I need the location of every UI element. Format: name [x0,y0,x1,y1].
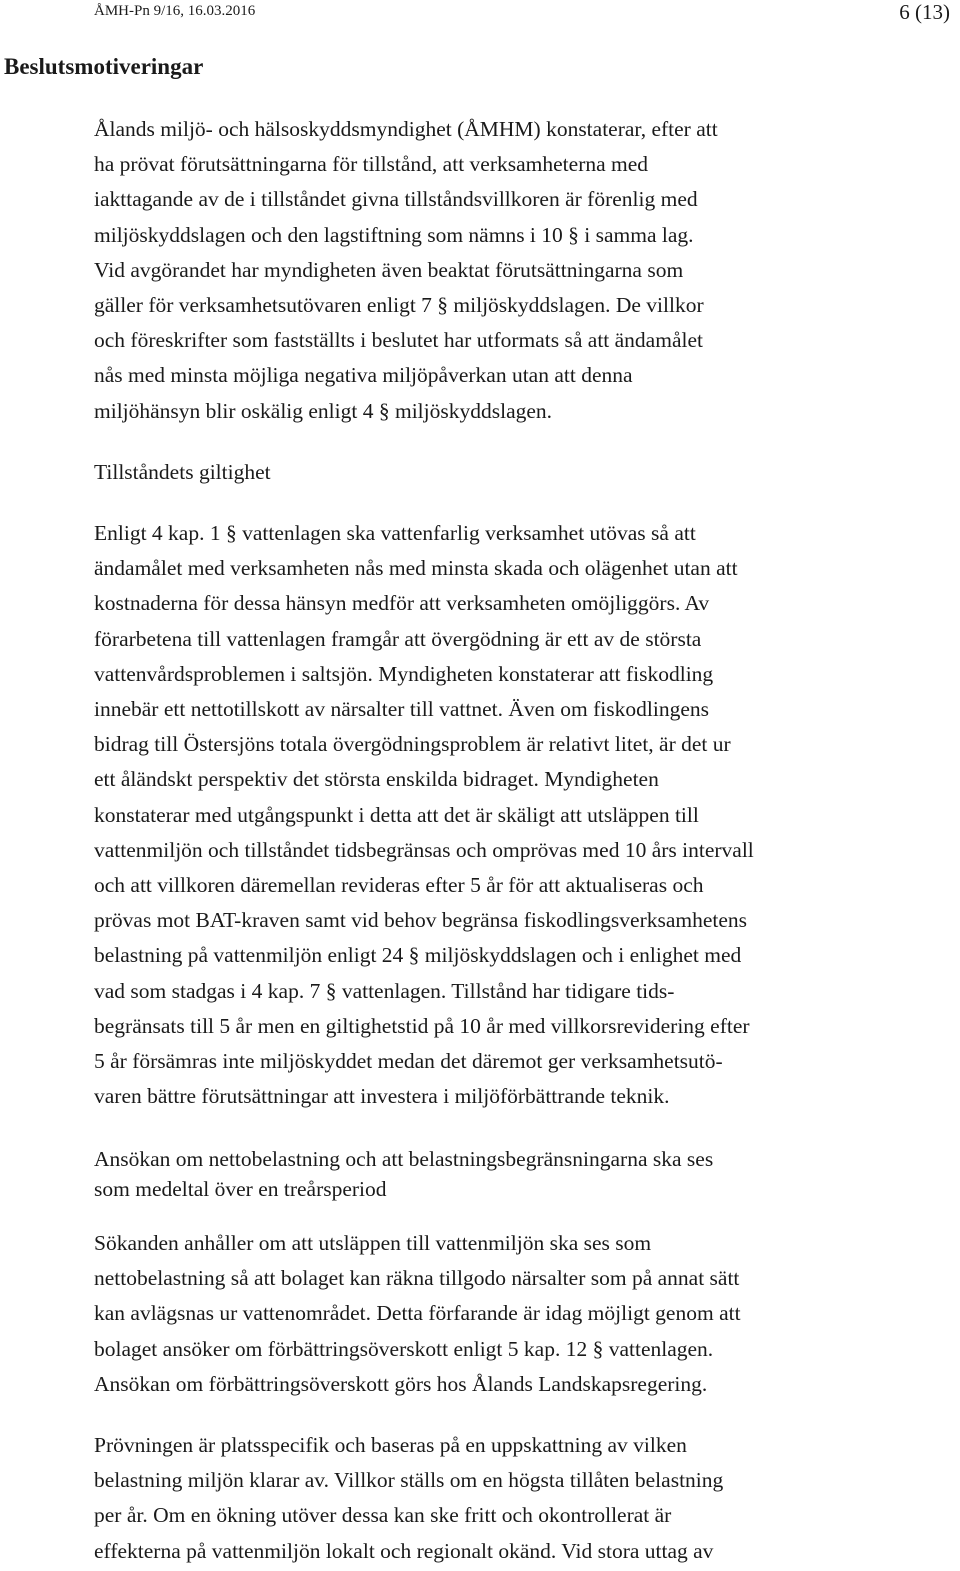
paragraph-net-load-application: Sökanden anhåller om att utsläppen till vattenmiljön ska ses som nettobelastning så att bolaget kan räkna tillgodo närsalter som på annat sätt kan avlägsnas ur vattenområdet. Detta förfarande är idag möjligt genom att bolaget ansöker om förbättringsöverskott enligt 5 kap. 12 § vattenlagen. Ansökan om förbättringsöverskott görs hos Ålands Landskapsregering. [94,1231,741,1396]
section-heading: Beslutsmotiveringar [4,54,204,79]
subheading-permit-validity: Tillståndets giltighet [94,460,271,484]
document-reference: ÅMH-Pn 9/16, 16.03.2016 [94,3,256,19]
paragraph-decision-motivation: Ålands miljö- och hälsoskyddsmyndighet (ÅMHM) konstaterar, efter att ha prövat förutsättningarna för tillstånd, att verksamheterna med iakttagande av de i tillståndet givna tillståndsvillkoren är förenlig med miljöskyddslagen och den lagstiftning som nämns i 10 § i samma lag. Vid avgörandet har myndigheten även beaktat förutsättningarna som gäller för verksamhetsutövaren enligt 7 § miljöskyddslagen. De villkor och föreskrifter som fastställts i beslutet har utformats så att ändamålet nås med minsta möjliga negativa miljöpåverkan utan att denna miljöhänsyn blir oskälig enligt 4 § miljöskyddslagen. [94,117,718,423]
paragraph-site-specific-assessment: Prövningen är platsspecifik och baseras på en uppskattning av vilken belastning miljön klarar av. Villkor ställs om en högsta tillåten belastning per år. Om en ökning utöver dessa kan ske fritt och okontrollerat är effekterna på vattenmiljön lokalt och regionalt okänd. Vid stora uttag av [94,1433,724,1563]
paragraph-permit-validity: Enligt 4 kap. 1 § vattenlagen ska vattenfarlig verksamhet utövas så att ändamålet med verksamheten nås med minsta skada och olägenhet utan att kostnaderna för dessa hänsyn medför att verksamheten omöjliggörs. Av förarbetena till vattenlagen framgår att övergödning är ett av de största vattenvårdsproblemen i saltsjön. Myndigheten konstaterar att fiskodling innebär ett nettotillskott av närsalter till vattnet. Även om fiskodlingens bidrag till Östersjöns totala övergödningsproblem är relativt litet, är det ur ett åländskt perspektiv det största enskilda bidraget. Myndigheten konstaterar med utgångspunkt i detta att det är skäligt att utsläppen till vattenmiljön och tillståndet tidsbegränsas och omprövas med 10 års intervall och att villkoren däremellan revideras efter 5 år för att aktualiseras och prövas mot BAT-kraven samt vid behov begränsa fiskodlingsverksamhetens belastning på vattenmiljön enligt 24 § miljöskyddslagen och i enlighet med vad som stadgas i 4 kap. 7 § vattenlagen. Tillstånd har tidigare tids- begränsats till 5 år men en giltighetstid på 10 år med villkorsrevidering efter 5 år försämras inte miljöskyddet medan det däremot ger verksamhetsutö- varen bättre förutsättningar att investera i miljöförbättrande teknik. [94,521,754,1109]
subheading-net-load-application: Ansökan om nettobelastning och att belastningsbegränsningarna ska ses som medeltal över en treårsperiod [94,1147,714,1201]
page-number: 6 (13) [899,0,950,24]
